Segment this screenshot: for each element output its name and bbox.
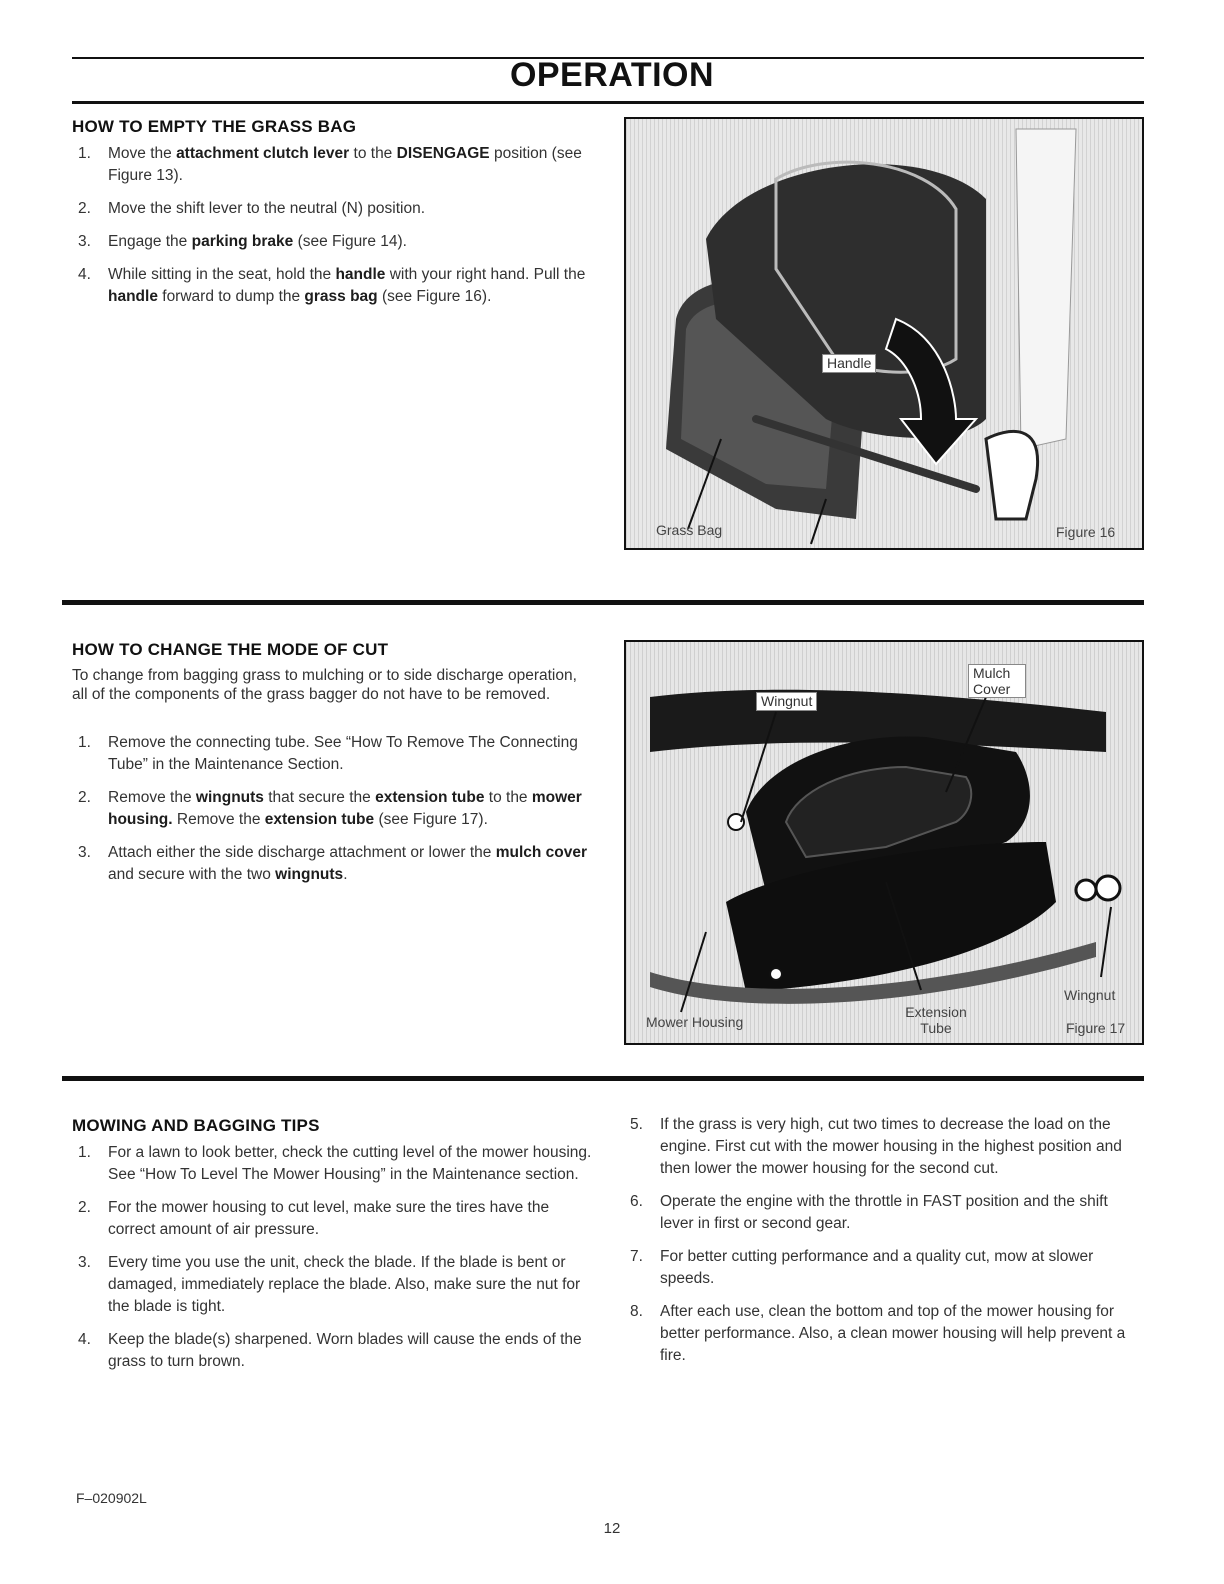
step-item [72, 264, 592, 308]
figure-17-label-mower-housing: Mower Housing [646, 1014, 744, 1030]
section-divider-2 [62, 1076, 1144, 1081]
step-item [624, 1246, 1140, 1290]
figure-17-label-extension-tube: Extension Tube [905, 1004, 967, 1036]
figure-17-caption: Figure 17 [1066, 1020, 1126, 1036]
step-number: 2. [78, 1199, 91, 1216]
step-text: Keep the blade(s) sharpened. Worn blades will cause the ends of the grass to turn brown. [108, 1331, 582, 1370]
step-number: 5. [630, 1116, 643, 1133]
step-number: 7. [630, 1248, 643, 1265]
step-emphasis: mower housing. [108, 789, 582, 828]
step-number: 6. [630, 1193, 643, 1210]
step-emphasis: DISENGAGE [396, 145, 490, 162]
step-item [72, 1197, 592, 1241]
step-number: 2. [78, 789, 91, 806]
step-text: Engage the [108, 233, 192, 250]
page-number: 12 [603, 1520, 621, 1537]
step-number: 2. [78, 200, 91, 217]
mower-housing-illustration [626, 642, 1142, 1043]
step-emphasis: wingnuts [275, 866, 344, 883]
step-number: 1. [78, 734, 91, 751]
title-underline [72, 101, 1144, 104]
step-number: 3. [78, 1254, 91, 1271]
step-emphasis: handle [108, 288, 158, 305]
change-mode-steps [72, 732, 592, 897]
step-emphasis: mulch cover [495, 844, 588, 861]
step-text: While sitting in the seat, hold the [108, 266, 336, 283]
figure-16-label-grass-bag: Grass Bag [656, 522, 723, 538]
mowing-tips-right [624, 1114, 1140, 1378]
step-text: . [343, 866, 348, 883]
step-item [72, 1252, 592, 1318]
step-text: Remove the connecting tube. See “How To Remove The Connecting Tube” in the Maintenance Section. [108, 734, 578, 773]
section-heading-mowing-bagging-tips: MOWING AND BAGGING TIPS [72, 1116, 320, 1135]
step-item [72, 787, 592, 831]
step-text: to the [484, 789, 532, 806]
step-text: Attach either the side discharge attachment or lower the [108, 844, 496, 861]
step-text: For a lawn to look better, check the cutting level of the mower housing. See “How To Level The Mower Housing” in the Maintenance section. [108, 1144, 592, 1183]
step-item [72, 231, 592, 253]
step-text: position (see Figure 13). [108, 145, 582, 184]
step-text: (see Figure 16). [377, 288, 492, 305]
step-item [72, 198, 592, 220]
step-item [72, 732, 592, 776]
step-text: and secure with the two [108, 866, 276, 883]
step-number: 1. [78, 1144, 91, 1161]
step-text: (see Figure 17). [374, 811, 488, 828]
step-emphasis: wingnuts [195, 789, 264, 806]
figure-16-label-handle: Handle [822, 354, 876, 373]
section-heading-change-mode-of-cut: HOW TO CHANGE THE MODE OF CUT [72, 640, 389, 659]
step-text: to the [349, 145, 397, 162]
section-heading-empty-grass-bag: HOW TO EMPTY THE GRASS BAG [72, 117, 357, 136]
step-number: 8. [630, 1303, 643, 1320]
step-number: 3. [78, 233, 91, 250]
step-item [72, 1142, 592, 1186]
step-number: 1. [78, 145, 91, 162]
step-text: Move the shift lever to the neutral (N) position. [108, 200, 426, 217]
step-text: Operate the engine with the throttle in FAST position and the shift lever in first or second gear. [660, 1193, 1108, 1232]
empty-grass-bag-steps [72, 143, 592, 319]
step-emphasis: extension tube [375, 789, 485, 806]
step-item [72, 842, 592, 886]
step-text: Move the [108, 145, 177, 162]
step-text: For better cutting performance and a quality cut, mow at slower speeds. [660, 1248, 1094, 1287]
figure-17 [624, 640, 1144, 1045]
figure-17-label-wingnut-top: Wingnut [756, 692, 817, 711]
step-emphasis: extension tube [264, 811, 375, 828]
step-item [624, 1191, 1140, 1235]
doc-code: F–020902L [76, 1490, 147, 1506]
step-emphasis: grass bag [304, 288, 378, 305]
step-text: Remove the [108, 789, 196, 806]
page-title: OPERATION [509, 56, 715, 94]
step-item [72, 1329, 592, 1373]
figure-16-caption: Figure 16 [1056, 524, 1116, 540]
figure-17-label-mulch-cover: Mulch Cover [968, 664, 1026, 698]
change-mode-intro: To change from bagging grass to mulching or to side discharge operation, all of the components of the grass bagger do not have to be removed. [72, 667, 577, 703]
step-emphasis: parking brake [191, 233, 294, 250]
step-emphasis: attachment clutch lever [176, 145, 350, 162]
step-text: For the mower housing to cut level, make sure the tires have the correct amount of air pressure. [108, 1199, 550, 1238]
step-text: forward to dump the [157, 288, 305, 305]
step-number: 3. [78, 844, 91, 861]
step-emphasis: handle [335, 266, 386, 283]
step-item [72, 143, 592, 187]
step-item [624, 1114, 1140, 1180]
grass-bag-illustration [626, 119, 1142, 548]
step-text: with your right hand. Pull the [385, 266, 586, 283]
step-text: Every time you use the unit, check the blade. If the blade is bent or damaged, immediately replace the blade. Also, make sure the nut for the blade is tight. [108, 1254, 581, 1315]
mowing-tips-left [72, 1142, 592, 1384]
step-text: After each use, clean the bottom and top of the mower housing for better performance. Also, a clean mower housing will help prevent a fire. [660, 1303, 1126, 1364]
step-text: Remove the [172, 811, 265, 828]
step-item [624, 1301, 1140, 1367]
step-text: that secure the [263, 789, 376, 806]
figure-17-label-wingnut-right: Wingnut [1064, 987, 1116, 1003]
step-text: (see Figure 14). [293, 233, 407, 250]
step-text: If the grass is very high, cut two times to decrease the load on the engine. First cut with the mower housing in the highest position and then lower the mower housing for the second cut. [660, 1116, 1122, 1177]
figure-16 [624, 117, 1144, 550]
section-divider-1 [62, 600, 1144, 605]
step-number: 4. [78, 1331, 91, 1348]
step-number: 4. [78, 266, 91, 283]
